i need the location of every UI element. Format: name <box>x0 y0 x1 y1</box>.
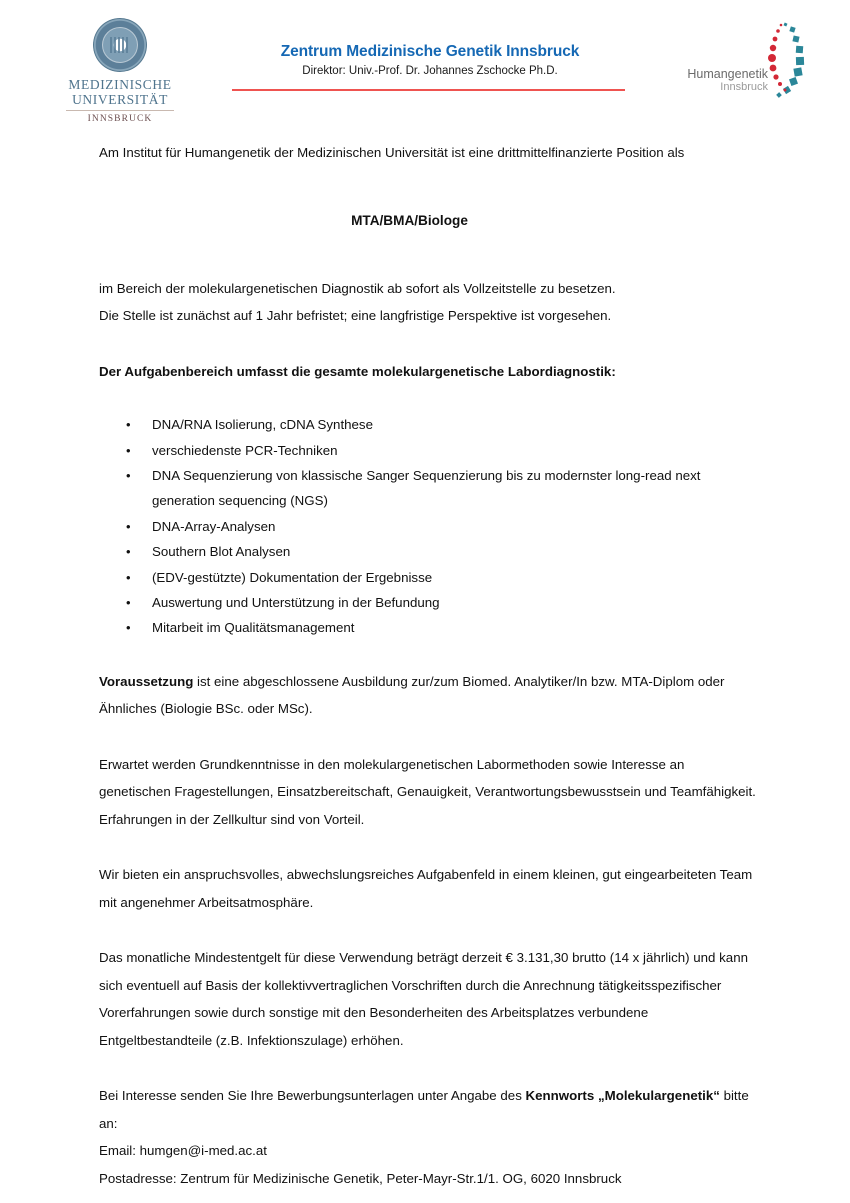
expectations-paragraph: Erwartet werden Grundkenntnisse in den molekulargenetischen Labormethoden sowie Interesse an genetischen Fragestellungen, Einsatzbereitschaft, Genauigkeit, Verantwortungsbewusstsein und Teamfähigkeit. Erfahrungen in der Zellkultur sind von Vorteil. <box>99 756 756 827</box>
header-subtitle: Direktor: Univ.-Prof. Dr. Johannes Zschocke Ph.D. <box>302 65 558 77</box>
humangenetik-line2: Innsbruck <box>720 81 768 93</box>
spacer <box>99 1054 759 1082</box>
contact-address: Postadresse: Zentrum für Medizinische Genetik, Peter-Mayr-Str.1/1. OG, 6020 Innsbruck <box>99 1170 622 1186</box>
list-item: • DNA-Array-Analysen <box>152 514 759 539</box>
list-item: • Mitarbeit im Qualitätsmanagement <box>152 615 759 640</box>
requirement-text: ist eine abgeschlossene Ausbildung zur/zum Biomed. Analytiker/In bzw. MTA-Diplom oder Ähnliches (Biologie BSc. oder MSc). <box>99 673 725 717</box>
requirement-paragraph <box>99 668 759 723</box>
humangenetik-innsbruck-logo <box>688 22 808 104</box>
spacer <box>99 723 759 751</box>
spacer <box>99 833 759 861</box>
contact-email[interactable]: Email: humgen@i-med.ac.at <box>99 1143 267 1159</box>
med-uni-logo-line3: INNSBRUCK <box>87 114 153 124</box>
spacer <box>99 916 759 944</box>
spacer <box>99 385 759 412</box>
spacer <box>99 167 759 194</box>
university-seal-icon <box>93 18 147 72</box>
tasks-list <box>99 412 759 641</box>
apply-suffix: bitte an: <box>99 1088 749 1131</box>
document-header <box>0 0 850 125</box>
salary-paragraph: Das monatliche Mindestentgelt für diese Verwendung beträgt derzeit € 3.131,30 brutto (14 x jährlich) und kann sich eventuell auf Basis der kollektivvertraglichen Vorschriften durch die Anrechnung tätigkeitsspezifischer Vorerfahrungen sowie durch sonstige mit den Besonderheiten des Arbeitsplatzes verbundene Entgeltbestandteile (z.B. Infektionszulage) erhöhen. <box>99 950 748 1048</box>
header-divider-line <box>232 89 625 91</box>
scope-line-1: im Bereich der molekulargenetischen Diagnostik ab sofort als Vollzeitstelle zu besetzen. <box>99 280 616 296</box>
med-uni-innsbruck-logo <box>60 18 180 124</box>
apply-paragraph <box>99 1082 759 1137</box>
header-title: Zentrum Medizinische Genetik Innsbruck <box>280 43 580 60</box>
spacer <box>99 641 759 668</box>
list-item: • Auswertung und Unterstützung in der Befundung <box>152 590 759 615</box>
header-titles <box>180 42 680 80</box>
apply-prefix: Bei Interesse senden Sie Ihre Bewerbungsunterlagen unter Angabe des <box>99 1088 526 1104</box>
intro-paragraph: Am Institut für Humangenetik der Medizinischen Universität ist eine drittmittelfinanzierte Position als <box>99 145 685 160</box>
requirement-label: Voraussetzung <box>99 673 194 689</box>
tasks-heading: Der Aufgabenbereich umfasst die gesamte molekulargenetische Labordiagnostik: <box>99 363 616 379</box>
apply-keyword-label: Kennworts <box>525 1088 595 1104</box>
med-uni-logo-line2: UNIVERSITÄT <box>72 92 168 107</box>
humangenetik-line1: Humangenetik <box>687 67 768 81</box>
apply-keyword-value: „Molekulargenetik“ <box>597 1088 720 1104</box>
list-item: • (EDV-gestützte) Dokumentation der Ergebnisse <box>152 565 759 590</box>
document-body <box>99 139 759 1192</box>
list-item: • verschiedenste PCR-Techniken <box>152 438 759 463</box>
spacer <box>99 330 759 358</box>
list-item: • Southern Blot Analysen <box>152 539 759 564</box>
med-uni-logo-divider <box>66 110 174 111</box>
offer-paragraph: Wir bieten ein anspruchsvolles, abwechslungsreiches Aufgabenfeld in einem kleinen, gut eingearbeiteten Team mit angenehmer Arbeitsatmosphäre. <box>99 867 753 910</box>
humangenetik-wordmark <box>687 68 768 94</box>
position-title: MTA/BMA/Biologe <box>351 213 468 229</box>
scope-line-2: Die Stelle ist zunächst auf 1 Jahr befristet; eine langfristige Perspektive ist vorgesehen. <box>99 308 612 324</box>
med-uni-logo-line1: MEDIZINISCHE <box>68 77 172 92</box>
list-item: • DNA/RNA Isolierung, cDNA Synthese <box>152 412 759 437</box>
list-item: • DNA Sequenzierung von klassische Sanger Sequenzierung bis zu modernster long-read next generation sequencing (NGS) <box>152 463 759 514</box>
spacer <box>99 248 759 275</box>
